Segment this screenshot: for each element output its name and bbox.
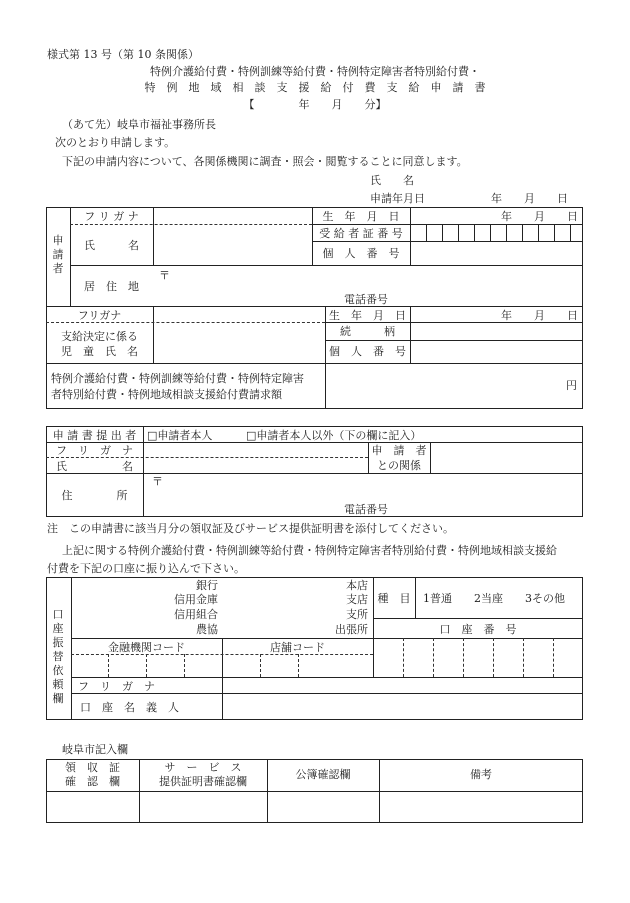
submitter-furigana-label: フ リ ガ ナ	[56, 444, 133, 457]
account-kind-options[interactable]: 1普通 2当座 3その他	[423, 592, 565, 605]
form-title-line1: 特例介護給付費・特例訓練等給付費・特例特定障害者特別給付費・	[150, 65, 480, 78]
service-cert-label-1: サ ー ビ ス	[164, 761, 242, 774]
bank-type-0: 銀行	[196, 579, 218, 592]
branch-type-3: 出張所	[335, 623, 368, 636]
submitter-address-label: 住 所	[61, 489, 128, 502]
bank-code-label: 金融機関コード	[108, 641, 185, 654]
branch-type-2: 支所	[346, 608, 368, 621]
submitter-relation-label-2: との関係	[377, 459, 421, 472]
claim-label-2: 者特別給付費・特例地域相談支援給付費請求額	[51, 388, 282, 401]
addressee: （あて先）岐阜市福祉事務所長	[62, 118, 216, 131]
bank-type-3: 農協	[196, 623, 218, 636]
branch-type-1: 支店	[346, 593, 368, 606]
service-cert-label-2: 提供証明書確認欄	[159, 775, 247, 788]
transfer-text-2: 付費を下記の口座に振り込んで下さい。	[47, 562, 245, 575]
submitter-postal-mark: 〒	[152, 475, 163, 488]
child-birth-value: 年 月 日	[501, 309, 578, 322]
applicant-section-label: 申請者	[52, 234, 64, 275]
branch-code-label: 店舗コード	[270, 641, 325, 654]
bank-section-label: 口座振替依頼欄	[52, 608, 64, 705]
receipt-check-label-2: 確 認 欄	[65, 775, 120, 788]
applicant-birth-label: 生 年 月 日	[322, 210, 400, 223]
submitter-relation-label-1: 申 請 者	[371, 444, 427, 457]
intro-line-1: 次のとおり申請します。	[55, 136, 176, 149]
applicant-postal-mark: 〒	[159, 269, 170, 282]
account-kind-label: 種 目	[377, 592, 411, 605]
receipt-check-label-1: 領 収 証	[65, 761, 120, 774]
intro-line-2: 下記の申請内容について、各関係機関に調査・照会・閲覧することに同意します。	[62, 155, 468, 168]
child-relation-label: 続 柄	[340, 325, 395, 338]
register-check-label: 公簿確認欄	[295, 768, 351, 781]
claim-unit: 円	[566, 379, 577, 392]
child-furigana-label: フリガナ	[77, 309, 122, 322]
child-birth-label: 生 年 月 日	[329, 309, 406, 322]
branch-type-0: 本店	[346, 579, 368, 592]
account-furigana-label: フ リ ガ ナ	[78, 680, 155, 693]
child-name-label-1: 支給決定に係る	[61, 330, 138, 343]
application-date-label: 申請年月日 年 月 日	[370, 192, 568, 205]
submitter-option-self[interactable]: □申請者本人	[147, 429, 213, 442]
account-holder-label: 口 座 名 義 人	[80, 701, 179, 714]
transfer-text-1: 上記に関する特例介護給付費・特例訓練等給付費・特例特定障害者特別給付費・特例地域相談支援給	[62, 544, 557, 557]
city-use-heading: 岐阜市記入欄	[62, 743, 128, 756]
submitter-option-other[interactable]: □申請者本人以外（下の欄に記入）	[246, 429, 422, 442]
form-title-line2: 特 例 地 域 相 談 支 援 給 付 費 支 給 申 請 書	[144, 81, 486, 94]
remarks-label: 備考	[470, 768, 492, 781]
child-name-label-2: 児 童 氏 名	[61, 345, 138, 358]
applicant-personal-no-label: 個 人 番 号	[322, 247, 400, 260]
applicant-phone-label: 電話番号	[344, 293, 388, 306]
form-period: 【 年 月 分】	[243, 98, 387, 111]
attachment-note: 注 この申請書に該当月分の領収証及びサービス提供証明書を添付してください。	[47, 522, 454, 535]
bank-type-1: 信用金庫	[174, 593, 218, 606]
applicant-address-label: 居 住 地	[84, 280, 139, 293]
child-personal-no-label: 個 人 番 号	[329, 345, 406, 358]
applicant-furigana-label: フ リ ガ ナ	[84, 210, 139, 223]
bank-type-2: 信用組合	[174, 608, 218, 621]
claim-label-1: 特例介護給付費・特例訓練等給付費・特例特定障害	[51, 372, 304, 385]
submitter-name-label: 氏 名	[56, 460, 133, 473]
submitter-label: 申 請 書 提 出 者	[52, 429, 137, 442]
form-number: 様式第 13 号（第 10 条関係）	[47, 48, 199, 61]
submitter-phone-label: 電話番号	[344, 503, 388, 516]
signer-name-label: 氏 名	[370, 174, 414, 187]
applicant-birth-value: 年 月 日	[501, 210, 578, 223]
applicant-name-label: 氏 名	[84, 239, 139, 252]
account-number-label: 口 座 番 号	[439, 623, 517, 636]
recipient-no-label: 受 給 者 証 番 号	[319, 227, 403, 240]
